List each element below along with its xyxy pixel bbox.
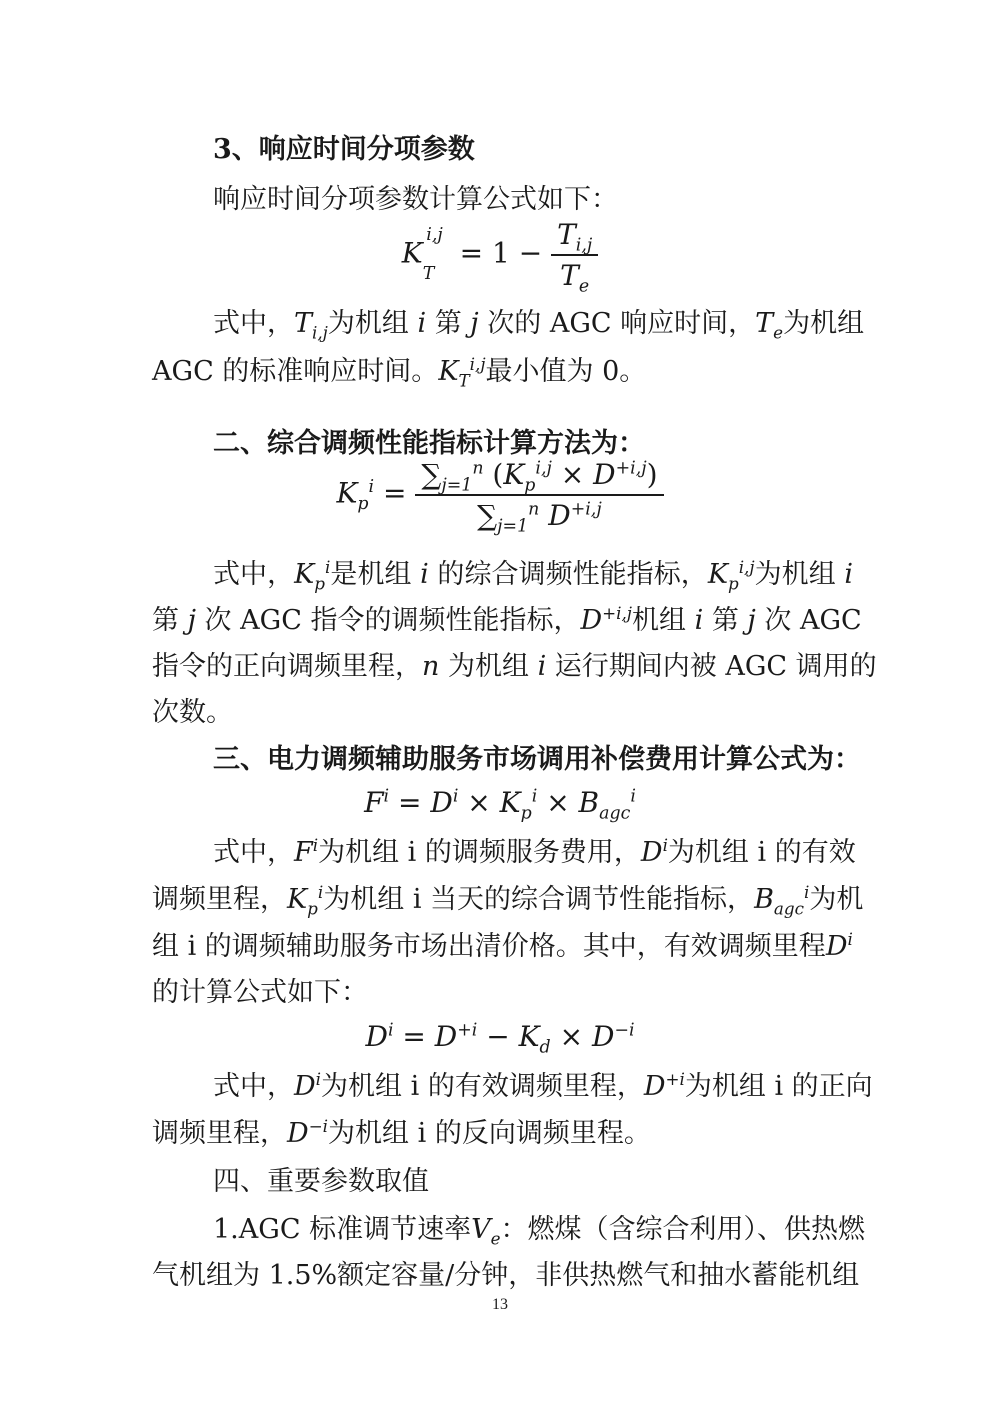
section3-heading: 3、响应时间分项参数 <box>213 134 475 165</box>
formula-effective-mileage: $D^i = D^{+i} - K_d \times D^{-i}$ <box>365 1020 635 1058</box>
section-two-desc-line3: 指令的正向调频里程，n 为机组 i 运行期间内被 AGC 调用的 <box>152 651 877 682</box>
section-three-heading: 三、电力调频辅助服务市场调用补偿费用计算公式为： <box>213 744 861 775</box>
formula-response-time: $K_T^{i,j} = 1$ − $\frac{T_{i,j}}{T_e}$ <box>0 218 1000 292</box>
section-three-desc-line4: 的计算公式如下： <box>152 977 368 1008</box>
section3-desc-line2: AGC 的标准响应时间。$K_T^{i,j}$最小值为 0。 <box>152 354 647 391</box>
section-three-desc-line1: 式中，$F^i$为机组 i 的调频服务费用，$D^i$为机组 i 的有效 <box>213 835 856 868</box>
formula-composite-index: $K_p^i$ = $\frac{\sum_{j=1}^n (K_p^{i,j} \times D^{+i,j})}{\sum_{j=1}^n D^{+i,j}}$ <box>0 458 1000 532</box>
page-number: 13 <box>492 1296 508 1313</box>
section-three-desc-line5: 式中，$D^i$为机组 i 的有效调频里程，$D^{+i}$为机组 i 的正向 <box>213 1069 873 1102</box>
section-three-desc-line3: 组 i 的调频辅助服务市场出清价格。其中，有效调频里程$D^i$ <box>152 929 853 962</box>
section-three-desc-line2: 调频里程，$K_p^i$为机组 i 当天的综合调节性能指标，$B_{agc}^i$为机 <box>152 882 864 919</box>
formula-compensation: $F^i = D^i \times K_p^i \times B_{agc}^i$ <box>364 786 636 824</box>
section-two-heading: 二、综合调频性能指标计算方法为： <box>213 428 645 459</box>
section3-intro: 响应时间分项参数计算公式如下： <box>213 184 618 215</box>
section-two-desc-line1: 式中，$K_p^i$是机组 i 的综合调频性能指标，$K_p^{i,j}$为机组 i <box>213 557 853 594</box>
section-three-desc-line6: 调频里程，$D^{-i}$为机组 i 的反向调频里程。 <box>152 1116 651 1149</box>
section-four-heading: 四、重要参数取值 <box>213 1166 429 1197</box>
section-four-item1-line2: 气机组为 1.5%额定容量/分钟，非供热燃气和抽水蓄能机组 <box>152 1260 860 1291</box>
section-two-desc-line2: 第 j 次 AGC 指令的调频性能指标，$D^{+i,j}$机组 i 第 j 次 AGC <box>152 603 862 636</box>
section-two-desc-line4: 次数。 <box>152 697 233 728</box>
section-four-item1-line1: 1.AGC 标准调节速率$V_e$：燃煤（含综合利用）、供热燃 <box>213 1214 865 1249</box>
section3-desc-line1: 式中，$T_{i,j}$为机组 i 第 j 次的 AGC 响应时间，$T_e$为机组 <box>213 308 865 343</box>
